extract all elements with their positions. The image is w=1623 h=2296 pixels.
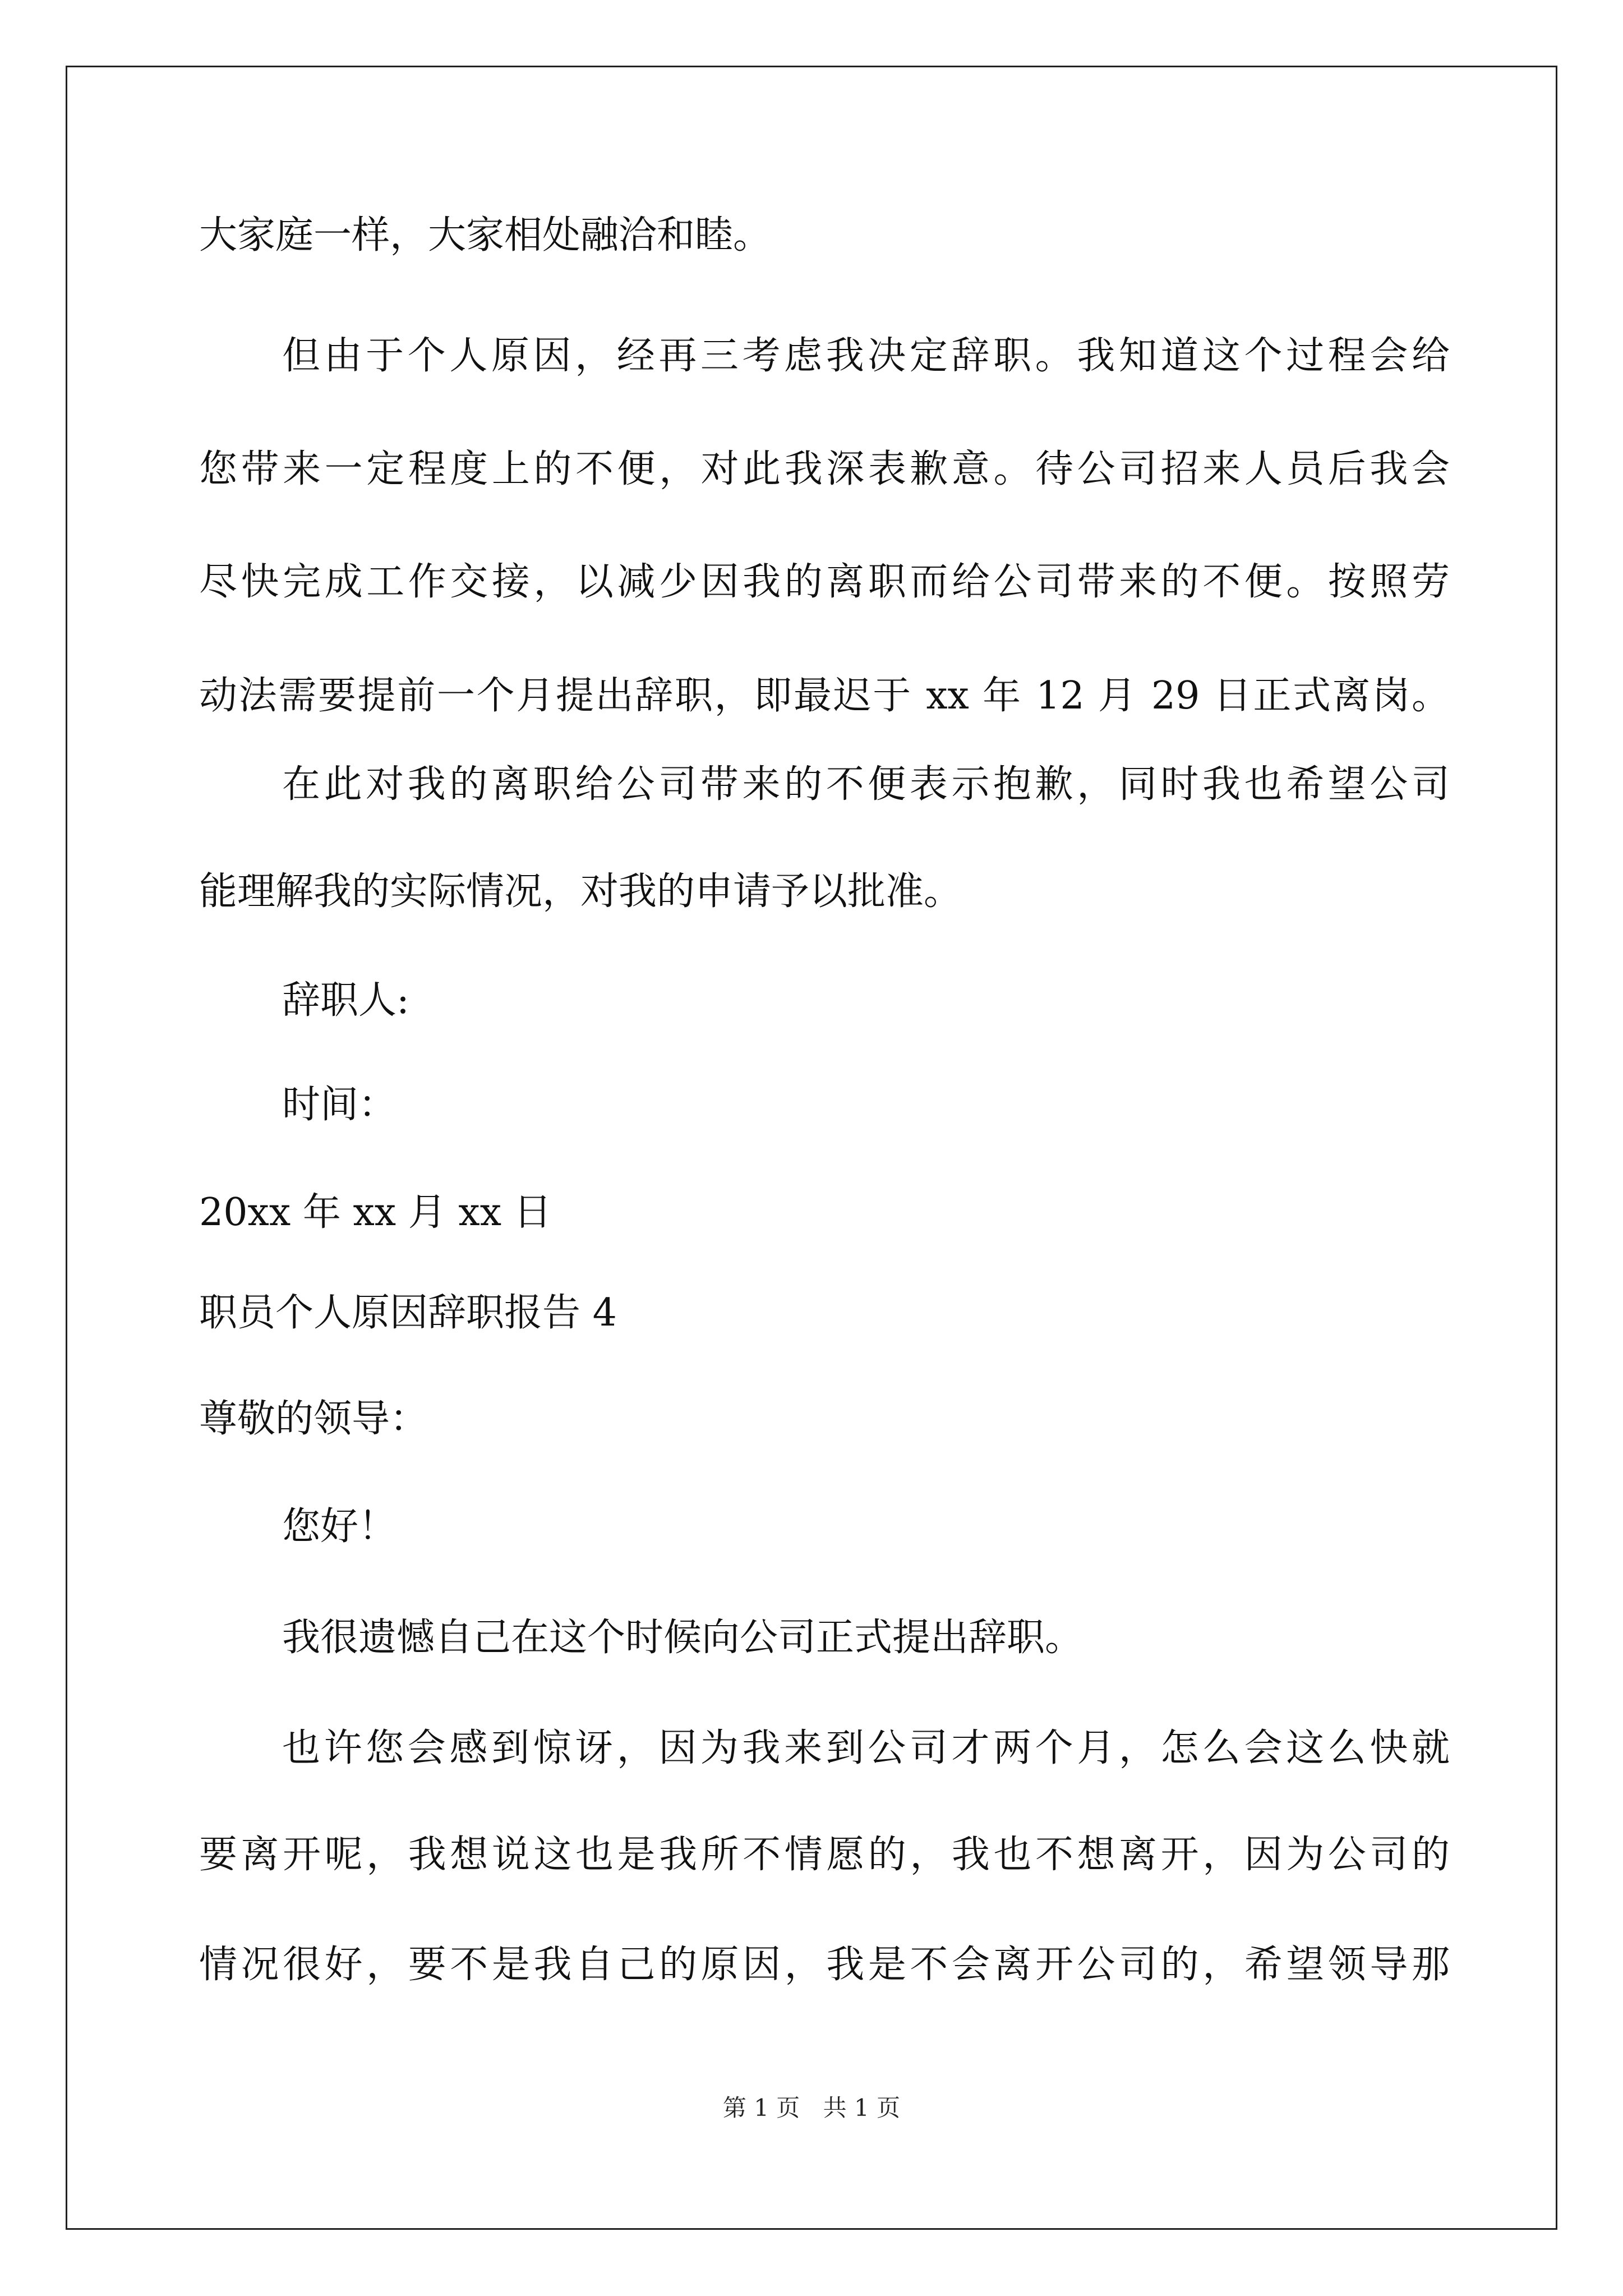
text-line: 也许您会感到惊讶，因为我来到公司才两个月，怎么会这么快就 xyxy=(282,1726,1450,1770)
text-line: 尽快完成工作交接，以减少因我的离职而给公司带来的不便。按照劳 xyxy=(199,560,1450,604)
page-border xyxy=(66,66,1557,2230)
text-line: 能理解我的实际情况，对我的申请予以批准。 xyxy=(199,869,962,914)
text-line: 大家庭一样，大家相处融洽和睦。 xyxy=(199,213,772,257)
greeting: 您好！ xyxy=(282,1504,397,1549)
salutation: 尊敬的领导： xyxy=(199,1397,428,1441)
text-line: 但由于个人原因，经再三考虑我决定辞职。我知道这个过程会给 xyxy=(282,334,1450,378)
date-line: 20xx 年 xx 月 xx 日 xyxy=(199,1190,552,1235)
text-line: 动法需要提前一个月提出辞职，即最迟于 xx 年 12 月 29 日正式离岗。 xyxy=(199,674,1450,718)
text-line: 情况很好，要不是我自己的原因，我是不会离开公司的，希望领导那 xyxy=(199,1943,1450,1987)
text-line: 在此对我的离职给公司带来的不便表示抱歉，同时我也希望公司 xyxy=(282,762,1450,807)
page-number: 第 1 页 xyxy=(722,2094,800,2122)
page-footer xyxy=(0,2091,1623,2125)
signer-label: 辞职人: xyxy=(282,978,409,1023)
text-line: 我很遗憾自己在这个时候向公司正式提出辞职。 xyxy=(282,1616,1083,1660)
time-label: 时间： xyxy=(282,1083,397,1127)
text-line: 您带来一定程度上的不便，对此我深表歉意。待公司招来人员后我会 xyxy=(199,447,1450,491)
text-line: 要离开呢，我想说这也是我所不情愿的，我也不想离开，因为公司的 xyxy=(199,1833,1450,1877)
section-title: 职员个人原因辞职报告 4 xyxy=(199,1291,617,1335)
page-total: 共 1 页 xyxy=(823,2094,901,2122)
